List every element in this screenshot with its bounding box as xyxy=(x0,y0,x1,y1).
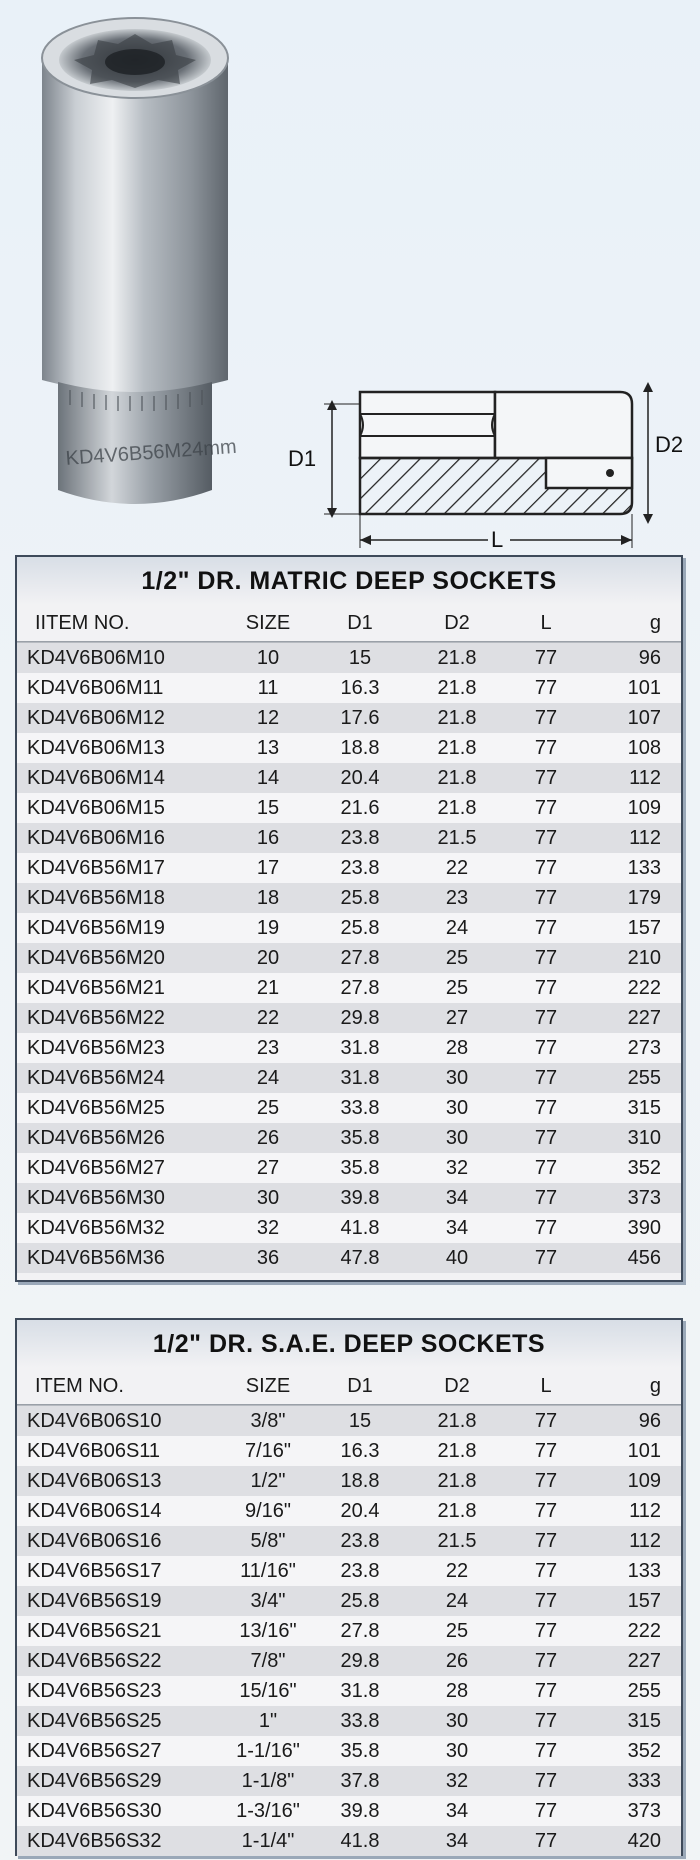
cell-d2: 30 xyxy=(445,1066,469,1089)
cell-d1: 47.8 xyxy=(340,1246,380,1269)
cell-d2: 34 xyxy=(445,1799,469,1822)
cell-d2: 21.8 xyxy=(437,1439,477,1462)
cell-l: 77 xyxy=(534,826,558,849)
cell-d1: 16.3 xyxy=(340,676,380,699)
cell-d1: 37.8 xyxy=(340,1769,380,1792)
cell-d1: 23.8 xyxy=(340,826,380,849)
table-row xyxy=(17,1123,681,1153)
cell-item-no: KD4V6B56S25 xyxy=(27,1709,162,1732)
cell-g: 315 xyxy=(627,1096,661,1119)
sae-header-row xyxy=(17,1368,681,1405)
cell-g: 157 xyxy=(627,916,661,939)
table-row xyxy=(17,673,681,703)
cell-size: 13/16" xyxy=(239,1619,297,1642)
cell-d1: 41.8 xyxy=(340,1216,380,1239)
cell-d2: 24 xyxy=(445,1589,469,1612)
cell-d2: 23 xyxy=(445,886,469,909)
table-row xyxy=(17,1766,681,1796)
cell-item-no: KD4V6B56M23 xyxy=(27,1036,165,1059)
table-row xyxy=(17,1436,681,1466)
cell-item-no: KD4V6B06M15 xyxy=(27,796,165,819)
cell-l: 77 xyxy=(534,1619,558,1642)
cell-l: 77 xyxy=(534,1036,558,1059)
table-row xyxy=(17,1003,681,1033)
cell-d2: 21.8 xyxy=(437,1409,477,1432)
cell-item-no: KD4V6B06M10 xyxy=(27,646,165,669)
cell-d1: 27.8 xyxy=(340,976,380,999)
cell-size: 9/16" xyxy=(244,1499,292,1522)
cell-d1: 33.8 xyxy=(340,1709,380,1732)
cell-size: 7/8" xyxy=(250,1649,286,1672)
cell-size: 11 xyxy=(257,676,279,699)
l-label: L xyxy=(491,527,504,552)
cell-g: 108 xyxy=(627,736,661,759)
product-hero xyxy=(0,0,700,555)
cell-item-no: KD4V6B56S22 xyxy=(27,1649,162,1672)
cell-size: 30 xyxy=(256,1186,280,1209)
table-row xyxy=(17,943,681,973)
cell-d2: 21.8 xyxy=(437,796,477,819)
table-row xyxy=(17,1526,681,1556)
cell-d2: 28 xyxy=(445,1036,469,1059)
cell-l: 77 xyxy=(534,1769,558,1792)
cell-l: 77 xyxy=(534,646,558,669)
cell-g: 109 xyxy=(627,796,661,819)
cell-l: 77 xyxy=(534,1156,558,1179)
cell-size: 13 xyxy=(256,736,280,759)
cell-d2: 32 xyxy=(445,1769,469,1792)
metric-header-row xyxy=(17,605,681,642)
cell-l: 77 xyxy=(534,796,558,819)
cell-size: 1-1/8" xyxy=(241,1769,295,1792)
cell-size: 23 xyxy=(256,1036,280,1059)
cell-l: 77 xyxy=(534,916,558,939)
header-size: SIZE xyxy=(245,1374,291,1397)
cell-g: 222 xyxy=(627,976,661,999)
cell-d1: 20.4 xyxy=(340,766,380,789)
cell-d1: 33.8 xyxy=(340,1096,380,1119)
cell-l: 77 xyxy=(534,1499,558,1522)
cell-l: 77 xyxy=(534,1739,558,1762)
cell-l: 77 xyxy=(534,1799,558,1822)
table-row xyxy=(17,1183,681,1213)
cell-g: 112 xyxy=(629,1529,661,1552)
sae-rows xyxy=(17,1405,681,1856)
cell-size: 1-1/16" xyxy=(236,1739,300,1762)
cell-d2: 30 xyxy=(445,1126,469,1149)
cell-item-no: KD4V6B06M16 xyxy=(27,826,165,849)
cell-l: 77 xyxy=(534,676,558,699)
socket-engraving: KD4V6B56M24mm xyxy=(64,435,238,470)
table-row xyxy=(17,1706,681,1736)
cell-item-no: KD4V6B06S14 xyxy=(27,1499,162,1522)
table-row xyxy=(17,1153,681,1183)
table-row xyxy=(17,853,681,883)
cell-d2: 22 xyxy=(445,856,469,879)
table-row xyxy=(17,1796,681,1826)
table-row xyxy=(17,913,681,943)
cell-l: 77 xyxy=(534,1589,558,1612)
header-d2: D2 xyxy=(444,1374,470,1397)
cell-d1: 35.8 xyxy=(340,1739,380,1762)
cell-d2: 34 xyxy=(445,1186,469,1209)
cell-d2: 32 xyxy=(445,1156,469,1179)
cell-d2: 27 xyxy=(445,1006,469,1029)
table-row xyxy=(17,643,681,673)
cell-g: 352 xyxy=(627,1156,661,1179)
cell-item-no: KD4V6B56M18 xyxy=(27,886,165,909)
cell-g: 420 xyxy=(627,1829,661,1852)
cell-g: 255 xyxy=(627,1066,661,1089)
header-item-no: ITEM NO. xyxy=(35,1374,124,1397)
cell-d2: 21.8 xyxy=(437,706,477,729)
cell-item-no: KD4V6B56S27 xyxy=(27,1739,162,1762)
header-l: L xyxy=(540,1374,552,1397)
cell-item-no: KD4V6B56M27 xyxy=(27,1156,165,1179)
cell-item-no: KD4V6B56M32 xyxy=(27,1216,165,1239)
cell-g: 227 xyxy=(627,1006,661,1029)
cell-d1: 29.8 xyxy=(340,1006,380,1029)
table-row xyxy=(17,1736,681,1766)
cell-g: 109 xyxy=(627,1469,661,1492)
cell-d1: 15 xyxy=(348,1409,372,1432)
header-g: g xyxy=(649,611,661,634)
cell-item-no: KD4V6B56M22 xyxy=(27,1006,165,1029)
cell-size: 24 xyxy=(256,1066,280,1089)
cell-size: 21 xyxy=(256,976,280,999)
cell-item-no: KD4V6B56S21 xyxy=(27,1619,162,1642)
cell-g: 96 xyxy=(638,1409,661,1432)
cell-l: 77 xyxy=(534,1559,558,1582)
cell-item-no: KD4V6B56M17 xyxy=(27,856,165,879)
header-d1: D1 xyxy=(347,611,373,634)
cell-d1: 27.8 xyxy=(340,946,380,969)
header-d1: D1 xyxy=(347,1374,373,1397)
cell-d1: 31.8 xyxy=(340,1036,380,1059)
cell-d1: 25.8 xyxy=(340,886,380,909)
cell-size: 1-1/4" xyxy=(241,1829,295,1852)
table-row xyxy=(17,763,681,793)
d2-label: D2 xyxy=(655,432,684,457)
cell-l: 77 xyxy=(534,1829,558,1852)
cell-d2: 21.8 xyxy=(437,1499,477,1522)
cell-g: 333 xyxy=(627,1769,661,1792)
cell-size: 32 xyxy=(256,1216,280,1239)
cell-item-no: KD4V6B06S10 xyxy=(27,1409,162,1432)
table-row xyxy=(17,883,681,913)
cell-size: 17 xyxy=(256,856,280,879)
cell-l: 77 xyxy=(534,1679,558,1702)
cell-g: 373 xyxy=(627,1186,661,1209)
cell-l: 77 xyxy=(534,1529,558,1552)
cell-size: 7/16" xyxy=(244,1439,292,1462)
cell-d1: 39.8 xyxy=(340,1799,380,1822)
cell-d1: 21.6 xyxy=(340,796,380,819)
cell-g: 210 xyxy=(627,946,661,969)
cell-item-no: KD4V6B56S32 xyxy=(27,1829,162,1852)
cell-g: 352 xyxy=(627,1739,661,1762)
cell-l: 77 xyxy=(534,1469,558,1492)
cell-d2: 25 xyxy=(445,976,469,999)
cell-g: 255 xyxy=(627,1679,661,1702)
cell-size: 27 xyxy=(256,1156,280,1179)
cell-item-no: KD4V6B56S19 xyxy=(27,1589,162,1612)
cell-l: 77 xyxy=(534,736,558,759)
cell-item-no: KD4V6B56M24 xyxy=(27,1066,165,1089)
cell-d2: 21.5 xyxy=(437,826,477,849)
cell-d1: 15 xyxy=(348,646,372,669)
cell-size: 15 xyxy=(256,796,280,819)
cell-item-no: KD4V6B06S13 xyxy=(27,1469,162,1492)
cell-item-no: KD4V6B56S17 xyxy=(27,1559,162,1582)
cell-size: 25 xyxy=(256,1096,280,1119)
cell-l: 77 xyxy=(534,1096,558,1119)
cell-g: 112 xyxy=(629,766,661,789)
cell-l: 77 xyxy=(534,1006,558,1029)
cell-item-no: KD4V6B06M11 xyxy=(27,676,164,699)
cell-d2: 34 xyxy=(445,1829,469,1852)
cell-d2: 22 xyxy=(445,1559,469,1582)
cell-size: 26 xyxy=(256,1126,280,1149)
table-row xyxy=(17,1676,681,1706)
cell-g: 133 xyxy=(627,856,661,879)
cell-size: 3/8" xyxy=(250,1409,286,1432)
cell-item-no: KD4V6B56M20 xyxy=(27,946,165,969)
deep-socket-image xyxy=(30,10,240,520)
cell-d1: 27.8 xyxy=(340,1619,380,1642)
table-row xyxy=(17,1243,681,1273)
cell-size: 14 xyxy=(256,766,280,789)
cell-g: 96 xyxy=(638,646,661,669)
cell-g: 107 xyxy=(627,706,661,729)
table-row xyxy=(17,1213,681,1243)
cell-l: 77 xyxy=(534,706,558,729)
cell-l: 77 xyxy=(534,1066,558,1089)
cell-size: 10 xyxy=(256,646,280,669)
cell-size: 1/2" xyxy=(250,1469,286,1492)
cell-d1: 31.8 xyxy=(340,1679,380,1702)
cell-d1: 17.6 xyxy=(340,706,380,729)
cell-d1: 35.8 xyxy=(340,1156,380,1179)
cell-d2: 21.8 xyxy=(437,676,477,699)
cell-item-no: KD4V6B06S16 xyxy=(27,1529,162,1552)
cell-size: 20 xyxy=(256,946,280,969)
cell-g: 315 xyxy=(627,1709,661,1732)
cell-item-no: KD4V6B56S30 xyxy=(27,1799,162,1822)
cell-g: 310 xyxy=(627,1126,661,1149)
cell-d2: 30 xyxy=(445,1096,469,1119)
cell-size: 5/8" xyxy=(250,1529,286,1552)
cell-g: 373 xyxy=(627,1799,661,1822)
cell-d2: 24 xyxy=(445,916,469,939)
cell-size: 15/16" xyxy=(239,1679,297,1702)
metric-table-title: 1/2" DR. MATRIC DEEP SOCKETS xyxy=(17,557,681,605)
cell-d1: 25.8 xyxy=(340,916,380,939)
table-row xyxy=(17,1556,681,1586)
cell-g: 456 xyxy=(627,1246,661,1269)
cell-d2: 30 xyxy=(445,1709,469,1732)
cell-item-no: KD4V6B06M14 xyxy=(27,766,165,789)
header-size: SIZE xyxy=(245,611,291,634)
metric-rows xyxy=(17,642,681,1273)
cell-d1: 41.8 xyxy=(340,1829,380,1852)
cell-item-no: KD4V6B56M25 xyxy=(27,1096,165,1119)
cell-size: 18 xyxy=(256,886,280,909)
table-row xyxy=(17,823,681,853)
dimension-diagram xyxy=(288,370,690,552)
cell-size: 22 xyxy=(256,1006,280,1029)
cell-item-no: KD4V6B56M30 xyxy=(27,1186,165,1209)
cell-d1: 23.8 xyxy=(340,856,380,879)
cell-d1: 20.4 xyxy=(340,1499,380,1522)
table-row xyxy=(17,1496,681,1526)
cell-g: 101 xyxy=(627,676,661,699)
d1-label: D1 xyxy=(288,446,317,471)
cell-g: 133 xyxy=(627,1559,661,1582)
cell-g: 157 xyxy=(627,1589,661,1612)
cell-g: 227 xyxy=(627,1649,661,1672)
cell-d2: 21.5 xyxy=(437,1529,477,1552)
cell-size: 12 xyxy=(256,706,280,729)
table-row xyxy=(17,1033,681,1063)
cell-size: 3/4" xyxy=(250,1589,286,1612)
cell-g: 390 xyxy=(627,1216,661,1239)
cell-d2: 26 xyxy=(445,1649,469,1672)
cell-l: 77 xyxy=(534,766,558,789)
cell-d2: 21.8 xyxy=(437,1469,477,1492)
table-row xyxy=(17,1616,681,1646)
cell-d1: 16.3 xyxy=(340,1439,380,1462)
cell-l: 77 xyxy=(534,1186,558,1209)
header-g: g xyxy=(649,1374,661,1397)
cell-g: 112 xyxy=(629,1499,661,1522)
cell-d2: 40 xyxy=(445,1246,469,1269)
header-item-no: IITEM NO. xyxy=(35,611,130,634)
cell-size: 19 xyxy=(256,916,280,939)
cell-size: 16 xyxy=(256,826,280,849)
cell-item-no: KD4V6B56M26 xyxy=(27,1126,165,1149)
table-row xyxy=(17,733,681,763)
cell-l: 77 xyxy=(534,1246,558,1269)
cell-item-no: KD4V6B56M19 xyxy=(27,916,165,939)
cell-d2: 25 xyxy=(445,946,469,969)
cell-d1: 23.8 xyxy=(340,1559,380,1582)
cell-d2: 30 xyxy=(445,1739,469,1762)
cell-d1: 31.8 xyxy=(340,1066,380,1089)
cell-d2: 21.8 xyxy=(437,646,477,669)
cell-d1: 23.8 xyxy=(340,1529,380,1552)
cell-l: 77 xyxy=(534,1439,558,1462)
header-l: L xyxy=(540,611,552,634)
table-row xyxy=(17,973,681,1003)
cell-g: 112 xyxy=(629,826,661,849)
table-row xyxy=(17,1466,681,1496)
cell-d1: 39.8 xyxy=(340,1186,380,1209)
header-d2: D2 xyxy=(444,611,470,634)
cell-d2: 21.8 xyxy=(437,766,477,789)
cell-d1: 25.8 xyxy=(340,1589,380,1612)
cell-d2: 28 xyxy=(445,1679,469,1702)
cell-l: 77 xyxy=(534,1649,558,1672)
cell-d2: 34 xyxy=(445,1216,469,1239)
cell-g: 222 xyxy=(627,1619,661,1642)
sae-table-title: 1/2" DR. S.A.E. DEEP SOCKETS xyxy=(17,1320,681,1368)
table-row xyxy=(17,1063,681,1093)
cell-d2: 21.8 xyxy=(437,736,477,759)
cell-l: 77 xyxy=(534,886,558,909)
cell-l: 77 xyxy=(534,1216,558,1239)
cell-d1: 18.8 xyxy=(340,1469,380,1492)
cell-l: 77 xyxy=(534,976,558,999)
cell-l: 77 xyxy=(534,1709,558,1732)
cell-g: 101 xyxy=(627,1439,661,1462)
cell-l: 77 xyxy=(534,856,558,879)
table-row xyxy=(17,1093,681,1123)
cell-item-no: KD4V6B56M21 xyxy=(27,976,165,999)
cell-g: 179 xyxy=(627,886,661,909)
cell-item-no: KD4V6B56M36 xyxy=(27,1246,165,1269)
cell-size: 36 xyxy=(256,1246,280,1269)
cell-size: 11/16" xyxy=(240,1559,296,1582)
table-row xyxy=(17,793,681,823)
metric-sockets-table xyxy=(15,555,683,1282)
cell-d2: 25 xyxy=(445,1619,469,1642)
cell-d1: 29.8 xyxy=(340,1649,380,1672)
cell-d1: 35.8 xyxy=(340,1126,380,1149)
table-row xyxy=(17,1586,681,1616)
cell-item-no: KD4V6B56S29 xyxy=(27,1769,162,1792)
sae-sockets-table xyxy=(15,1318,683,1856)
cell-item-no: KD4V6B06S11 xyxy=(27,1439,161,1462)
cell-l: 77 xyxy=(534,1126,558,1149)
table-row xyxy=(17,1406,681,1436)
cell-l: 77 xyxy=(534,1409,558,1432)
cell-l: 77 xyxy=(534,946,558,969)
table-row xyxy=(17,1826,681,1856)
table-row xyxy=(17,703,681,733)
cell-item-no: KD4V6B06M12 xyxy=(27,706,165,729)
table-row xyxy=(17,1646,681,1676)
cell-item-no: KD4V6B06M13 xyxy=(27,736,165,759)
cell-item-no: KD4V6B56S23 xyxy=(27,1679,162,1702)
cell-d1: 18.8 xyxy=(340,736,380,759)
cell-size: 1-3/16" xyxy=(236,1799,300,1822)
cell-size: 1" xyxy=(258,1709,278,1732)
cell-g: 273 xyxy=(627,1036,661,1059)
